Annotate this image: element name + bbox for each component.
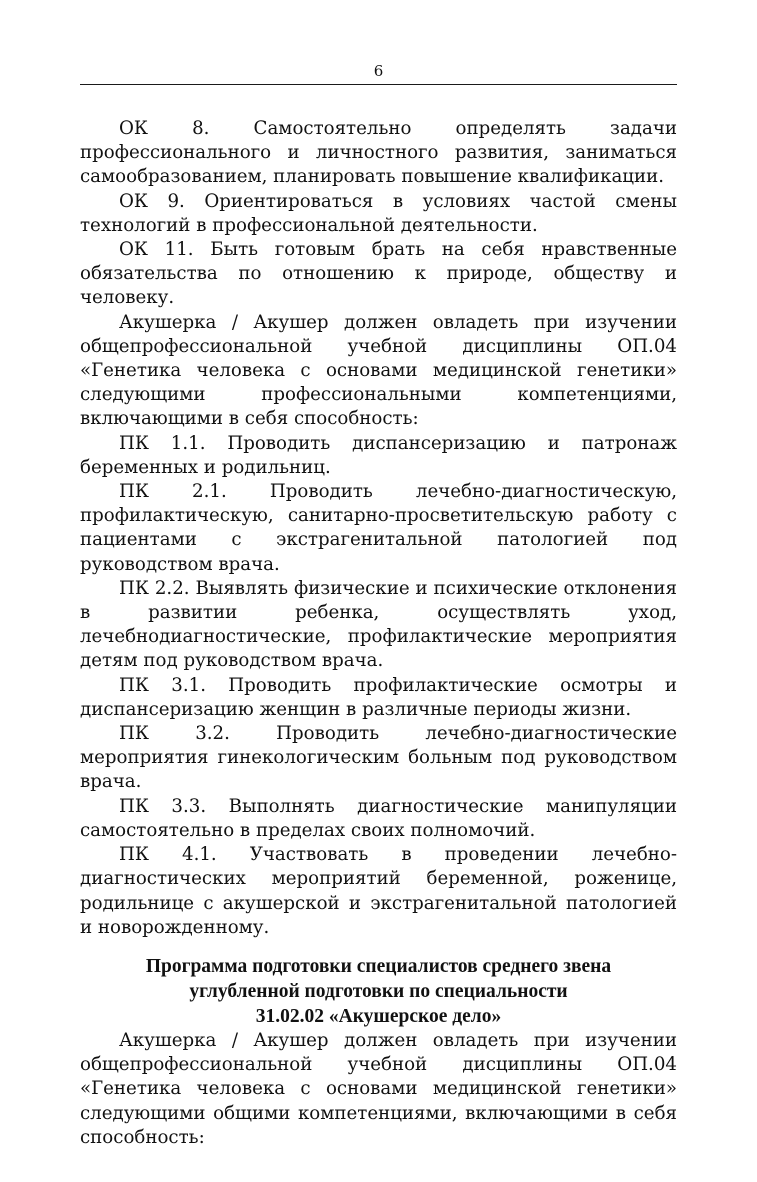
paragraph-pk-3-1: ПК 3.1. Проводить профилактические осмотры и диспансеризацию женщин в различные периоды жизни.: [80, 674, 677, 720]
section-heading-line-1: Программа подготовки специалистов среднего звена: [145, 955, 612, 977]
paragraph-pk-2-1: ПК 2.1. Проводить лечебно-диагностическую, профилактическую, санитарно-просветительскую работу с пациентами с экстрагенитальной патологией под руководством врача.: [80, 481, 677, 575]
paragraph-pk-4-1: ПК 4.1. Участвовать в проведении лечебно-диагностических мероприятий беременной, роженице, родильнице с акушерской и экстрагенитальной патологией и новорожденному.: [80, 844, 677, 938]
paragraph-pk-3-2: ПК 3.2. Проводить лечебно-диагностические мероприятия гинекологическим больным под руководством врача.: [80, 723, 677, 793]
paragraph-general-competencies-intro: Акушерка / Акушер должен овладеть при изучении общепрофессиональной учебной дисциплины ОП.04 «Генетика человека с основами медицинской генетики» следующими общими компетенциями, включающими в себя способность:: [80, 1029, 677, 1148]
section-heading-line-2: углубленной подготовки по специальности: [189, 980, 568, 1002]
paragraph-professional-competencies-intro: Акушерка / Акушер должен овладеть при изучении общепрофессиональной учебной дисциплины ОП.04 «Генетика человека с основами медицинской генетики» следующими профессиональными компетенциями, включающими в себя способность:: [80, 311, 677, 430]
section-heading-line-3: 31.02.02 «Акушерское дело»: [255, 1005, 502, 1027]
paragraph-ok11: ОК 11. Быть готовым брать на себя нравственные обязательства по отношению к природе, обществу и человеку.: [80, 239, 677, 309]
paragraph-ok8: ОК 8. Самостоятельно определять задачи профессионального и личностного развития, заниматься самообразованием, планировать повышение квалификации.: [80, 118, 677, 188]
page-number: 6: [373, 62, 384, 80]
section-heading: [80, 954, 677, 1029]
paragraph-pk-3-3: ПК 3.3. Выполнять диагностические манипуляции самостоятельно в пределах своих полномочий.: [80, 795, 677, 841]
paragraph-ok9: ОК 9. Ориентироваться в условиях частой смены технологий в профессиональной деятельности.: [80, 190, 677, 236]
paragraph-pk-1-1: ПК 1.1. Проводить диспансеризацию и патронаж беременных и родильниц.: [80, 432, 677, 478]
paragraph-pk-2-2: ПК 2.2. Выявлять физические и психические отклонения в развитии ребенка, осуществлять уход, лечебнодиагностические, профилактические мероприятия детям под руководством врача.: [80, 577, 677, 672]
header-rule: [80, 84, 677, 85]
page-body: [80, 117, 677, 1150]
